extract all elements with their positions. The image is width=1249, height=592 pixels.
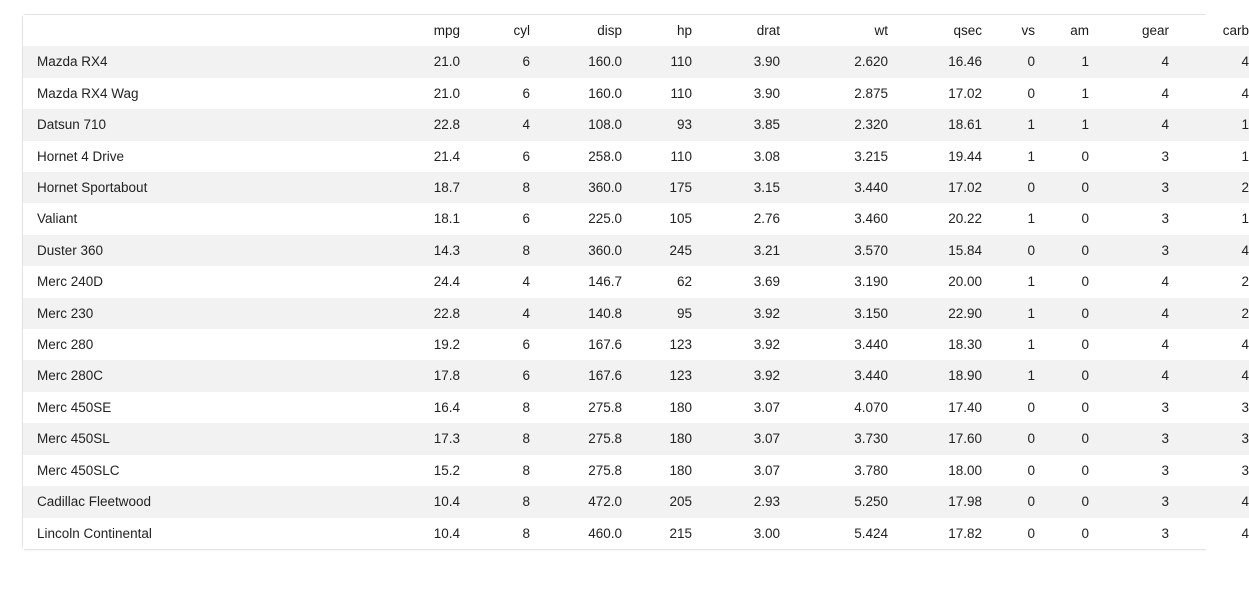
cell-cyl: 6 xyxy=(460,78,530,109)
cell-cyl: 8 xyxy=(460,172,530,203)
cell-qsec: 20.22 xyxy=(888,203,982,234)
cell-cyl: 4 xyxy=(460,298,530,329)
cell-qsec: 16.46 xyxy=(888,46,982,77)
cell-hp: 215 xyxy=(622,518,692,549)
table-row xyxy=(23,235,1249,266)
cell-wt: 3.440 xyxy=(780,329,888,360)
cell-vs: 0 xyxy=(982,392,1035,423)
cell-mpg: 10.4 xyxy=(378,486,460,517)
cell-vs: 0 xyxy=(982,46,1035,77)
cell-drat: 3.21 xyxy=(692,235,780,266)
cell-am: 0 xyxy=(1035,360,1089,391)
cell-wt: 3.440 xyxy=(780,172,888,203)
column-header-drat[interactable]: drat xyxy=(692,15,780,46)
cell-wt: 3.780 xyxy=(780,455,888,486)
row-label: Hornet Sportabout xyxy=(23,172,378,203)
cell-mpg: 17.8 xyxy=(378,360,460,391)
cell-cyl: 4 xyxy=(460,266,530,297)
cell-disp: 472.0 xyxy=(530,486,622,517)
cell-gear: 3 xyxy=(1089,203,1169,234)
cell-am: 0 xyxy=(1035,486,1089,517)
cell-hp: 180 xyxy=(622,455,692,486)
table-row xyxy=(23,141,1249,172)
cell-wt: 5.250 xyxy=(780,486,888,517)
cell-drat: 3.92 xyxy=(692,298,780,329)
cell-disp: 275.8 xyxy=(530,455,622,486)
cell-qsec: 17.98 xyxy=(888,486,982,517)
row-label: Merc 450SLC xyxy=(23,455,378,486)
cell-hp: 180 xyxy=(622,423,692,454)
cell-gear: 3 xyxy=(1089,486,1169,517)
mtcars-table xyxy=(23,15,1249,549)
cell-wt: 3.190 xyxy=(780,266,888,297)
column-header-mpg[interactable]: mpg xyxy=(378,15,460,46)
cell-vs: 1 xyxy=(982,360,1035,391)
table-row xyxy=(23,329,1249,360)
table-row xyxy=(23,423,1249,454)
cell-disp: 160.0 xyxy=(530,46,622,77)
cell-qsec: 17.40 xyxy=(888,392,982,423)
cell-hp: 123 xyxy=(622,360,692,391)
cell-cyl: 6 xyxy=(460,46,530,77)
cell-disp: 167.6 xyxy=(530,329,622,360)
cell-qsec: 17.82 xyxy=(888,518,982,549)
cell-drat: 3.92 xyxy=(692,360,780,391)
cell-carb: 3 xyxy=(1169,423,1249,454)
cell-gear: 4 xyxy=(1089,78,1169,109)
table-row xyxy=(23,518,1249,549)
column-header-qsec[interactable]: qsec xyxy=(888,15,982,46)
cell-gear: 3 xyxy=(1089,455,1169,486)
column-header-gear[interactable]: gear xyxy=(1089,15,1169,46)
cell-mpg: 14.3 xyxy=(378,235,460,266)
column-header-hp[interactable]: hp xyxy=(622,15,692,46)
cell-hp: 123 xyxy=(622,329,692,360)
cell-qsec: 18.30 xyxy=(888,329,982,360)
cell-hp: 93 xyxy=(622,109,692,140)
cell-gear: 4 xyxy=(1089,46,1169,77)
cell-carb: 4 xyxy=(1169,518,1249,549)
table-row xyxy=(23,360,1249,391)
cell-mpg: 22.8 xyxy=(378,109,460,140)
cell-am: 0 xyxy=(1035,172,1089,203)
column-header-rowname[interactable] xyxy=(23,15,378,46)
cell-am: 0 xyxy=(1035,329,1089,360)
column-header-carb[interactable]: carb xyxy=(1169,15,1249,46)
row-label: Merc 450SE xyxy=(23,392,378,423)
column-header-wt[interactable]: wt xyxy=(780,15,888,46)
table-row xyxy=(23,172,1249,203)
row-label: Hornet 4 Drive xyxy=(23,141,378,172)
cell-hp: 175 xyxy=(622,172,692,203)
cell-mpg: 24.4 xyxy=(378,266,460,297)
cell-mpg: 22.8 xyxy=(378,298,460,329)
cell-drat: 3.07 xyxy=(692,423,780,454)
cell-am: 0 xyxy=(1035,392,1089,423)
cell-wt: 3.440 xyxy=(780,360,888,391)
cell-gear: 4 xyxy=(1089,298,1169,329)
data-table-card xyxy=(22,14,1249,550)
cell-drat: 3.07 xyxy=(692,455,780,486)
cell-disp: 146.7 xyxy=(530,266,622,297)
cell-carb: 4 xyxy=(1169,329,1249,360)
cell-mpg: 17.3 xyxy=(378,423,460,454)
cell-carb: 3 xyxy=(1169,392,1249,423)
table-row xyxy=(23,203,1249,234)
cell-qsec: 18.61 xyxy=(888,109,982,140)
cell-vs: 0 xyxy=(982,172,1035,203)
cell-carb: 2 xyxy=(1169,266,1249,297)
cell-wt: 3.730 xyxy=(780,423,888,454)
cell-qsec: 17.02 xyxy=(888,172,982,203)
cell-am: 0 xyxy=(1035,203,1089,234)
cell-gear: 3 xyxy=(1089,235,1169,266)
cell-hp: 180 xyxy=(622,392,692,423)
cell-qsec: 17.60 xyxy=(888,423,982,454)
cell-carb: 4 xyxy=(1169,360,1249,391)
cell-wt: 3.150 xyxy=(780,298,888,329)
row-label: Duster 360 xyxy=(23,235,378,266)
cell-vs: 1 xyxy=(982,109,1035,140)
cell-vs: 1 xyxy=(982,266,1035,297)
cell-wt: 4.070 xyxy=(780,392,888,423)
cell-carb: 4 xyxy=(1169,235,1249,266)
cell-vs: 1 xyxy=(982,298,1035,329)
cell-hp: 105 xyxy=(622,203,692,234)
cell-cyl: 6 xyxy=(460,329,530,360)
cell-mpg: 16.4 xyxy=(378,392,460,423)
cell-wt: 3.215 xyxy=(780,141,888,172)
cell-drat: 3.15 xyxy=(692,172,780,203)
cell-am: 0 xyxy=(1035,455,1089,486)
cell-cyl: 8 xyxy=(460,486,530,517)
cell-cyl: 4 xyxy=(460,109,530,140)
cell-hp: 95 xyxy=(622,298,692,329)
cell-qsec: 18.90 xyxy=(888,360,982,391)
cell-drat: 3.85 xyxy=(692,109,780,140)
cell-qsec: 17.02 xyxy=(888,78,982,109)
cell-am: 0 xyxy=(1035,266,1089,297)
cell-drat: 3.90 xyxy=(692,78,780,109)
cell-qsec: 18.00 xyxy=(888,455,982,486)
table-row xyxy=(23,109,1249,140)
cell-mpg: 21.4 xyxy=(378,141,460,172)
cell-cyl: 8 xyxy=(460,235,530,266)
cell-am: 0 xyxy=(1035,235,1089,266)
cell-cyl: 6 xyxy=(460,141,530,172)
row-label: Merc 280C xyxy=(23,360,378,391)
cell-disp: 258.0 xyxy=(530,141,622,172)
cell-mpg: 15.2 xyxy=(378,455,460,486)
cell-hp: 110 xyxy=(622,46,692,77)
cell-vs: 0 xyxy=(982,78,1035,109)
cell-cyl: 8 xyxy=(460,392,530,423)
column-header-am[interactable]: am xyxy=(1035,15,1089,46)
cell-carb: 1 xyxy=(1169,109,1249,140)
cell-vs: 0 xyxy=(982,518,1035,549)
cell-wt: 2.620 xyxy=(780,46,888,77)
table-row xyxy=(23,455,1249,486)
cell-carb: 1 xyxy=(1169,203,1249,234)
cell-disp: 108.0 xyxy=(530,109,622,140)
cell-mpg: 21.0 xyxy=(378,46,460,77)
cell-carb: 4 xyxy=(1169,486,1249,517)
table-row xyxy=(23,392,1249,423)
cell-gear: 4 xyxy=(1089,329,1169,360)
cell-mpg: 19.2 xyxy=(378,329,460,360)
cell-cyl: 8 xyxy=(460,455,530,486)
cell-mpg: 21.0 xyxy=(378,78,460,109)
cell-disp: 140.8 xyxy=(530,298,622,329)
cell-gear: 3 xyxy=(1089,141,1169,172)
cell-qsec: 15.84 xyxy=(888,235,982,266)
cell-am: 0 xyxy=(1035,141,1089,172)
table-body xyxy=(23,46,1249,549)
cell-carb: 1 xyxy=(1169,141,1249,172)
cell-wt: 5.424 xyxy=(780,518,888,549)
row-label: Merc 280 xyxy=(23,329,378,360)
cell-vs: 0 xyxy=(982,423,1035,454)
cell-am: 1 xyxy=(1035,109,1089,140)
row-label: Mazda RX4 Wag xyxy=(23,78,378,109)
cell-disp: 160.0 xyxy=(530,78,622,109)
cell-mpg: 18.1 xyxy=(378,203,460,234)
cell-disp: 275.8 xyxy=(530,392,622,423)
cell-disp: 360.0 xyxy=(530,235,622,266)
cell-drat: 3.08 xyxy=(692,141,780,172)
cell-cyl: 8 xyxy=(460,518,530,549)
cell-drat: 2.93 xyxy=(692,486,780,517)
cell-drat: 3.07 xyxy=(692,392,780,423)
cell-gear: 3 xyxy=(1089,392,1169,423)
row-label: Valiant xyxy=(23,203,378,234)
cell-am: 1 xyxy=(1035,46,1089,77)
row-label: Datsun 710 xyxy=(23,109,378,140)
cell-am: 0 xyxy=(1035,298,1089,329)
cell-wt: 2.875 xyxy=(780,78,888,109)
cell-cyl: 8 xyxy=(460,423,530,454)
cell-drat: 3.90 xyxy=(692,46,780,77)
cell-carb: 3 xyxy=(1169,455,1249,486)
cell-hp: 205 xyxy=(622,486,692,517)
table-row xyxy=(23,298,1249,329)
cell-carb: 4 xyxy=(1169,78,1249,109)
row-label: Merc 240D xyxy=(23,266,378,297)
cell-drat: 3.69 xyxy=(692,266,780,297)
cell-gear: 4 xyxy=(1089,266,1169,297)
cell-gear: 3 xyxy=(1089,172,1169,203)
cell-vs: 0 xyxy=(982,455,1035,486)
row-label: Mazda RX4 xyxy=(23,46,378,77)
cell-drat: 3.92 xyxy=(692,329,780,360)
cell-hp: 62 xyxy=(622,266,692,297)
cell-disp: 360.0 xyxy=(530,172,622,203)
cell-carb: 2 xyxy=(1169,172,1249,203)
cell-drat: 2.76 xyxy=(692,203,780,234)
table-header-row xyxy=(23,15,1249,46)
cell-cyl: 6 xyxy=(460,360,530,391)
cell-am: 0 xyxy=(1035,518,1089,549)
column-header-cyl[interactable]: cyl xyxy=(460,15,530,46)
cell-mpg: 10.4 xyxy=(378,518,460,549)
cell-gear: 4 xyxy=(1089,360,1169,391)
cell-wt: 2.320 xyxy=(780,109,888,140)
cell-mpg: 18.7 xyxy=(378,172,460,203)
cell-qsec: 22.90 xyxy=(888,298,982,329)
cell-am: 0 xyxy=(1035,423,1089,454)
cell-gear: 3 xyxy=(1089,518,1169,549)
cell-vs: 1 xyxy=(982,203,1035,234)
cell-vs: 0 xyxy=(982,486,1035,517)
cell-disp: 275.8 xyxy=(530,423,622,454)
cell-cyl: 6 xyxy=(460,203,530,234)
cell-drat: 3.00 xyxy=(692,518,780,549)
cell-hp: 110 xyxy=(622,78,692,109)
table-row xyxy=(23,266,1249,297)
cell-am: 1 xyxy=(1035,78,1089,109)
cell-gear: 3 xyxy=(1089,423,1169,454)
table-header xyxy=(23,15,1249,46)
cell-gear: 4 xyxy=(1089,109,1169,140)
table-row xyxy=(23,46,1249,77)
table-row xyxy=(23,78,1249,109)
row-label: Merc 230 xyxy=(23,298,378,329)
row-label: Merc 450SL xyxy=(23,423,378,454)
cell-vs: 0 xyxy=(982,235,1035,266)
cell-wt: 3.570 xyxy=(780,235,888,266)
cell-disp: 167.6 xyxy=(530,360,622,391)
row-label: Cadillac Fleetwood xyxy=(23,486,378,517)
row-label: Lincoln Continental xyxy=(23,518,378,549)
cell-disp: 225.0 xyxy=(530,203,622,234)
column-header-disp[interactable]: disp xyxy=(530,15,622,46)
table-row xyxy=(23,486,1249,517)
cell-carb: 2 xyxy=(1169,298,1249,329)
cell-wt: 3.460 xyxy=(780,203,888,234)
column-header-vs[interactable]: vs xyxy=(982,15,1035,46)
cell-vs: 1 xyxy=(982,329,1035,360)
cell-qsec: 20.00 xyxy=(888,266,982,297)
cell-hp: 110 xyxy=(622,141,692,172)
cell-carb: 4 xyxy=(1169,46,1249,77)
cell-hp: 245 xyxy=(622,235,692,266)
cell-disp: 460.0 xyxy=(530,518,622,549)
cell-qsec: 19.44 xyxy=(888,141,982,172)
cell-vs: 1 xyxy=(982,141,1035,172)
